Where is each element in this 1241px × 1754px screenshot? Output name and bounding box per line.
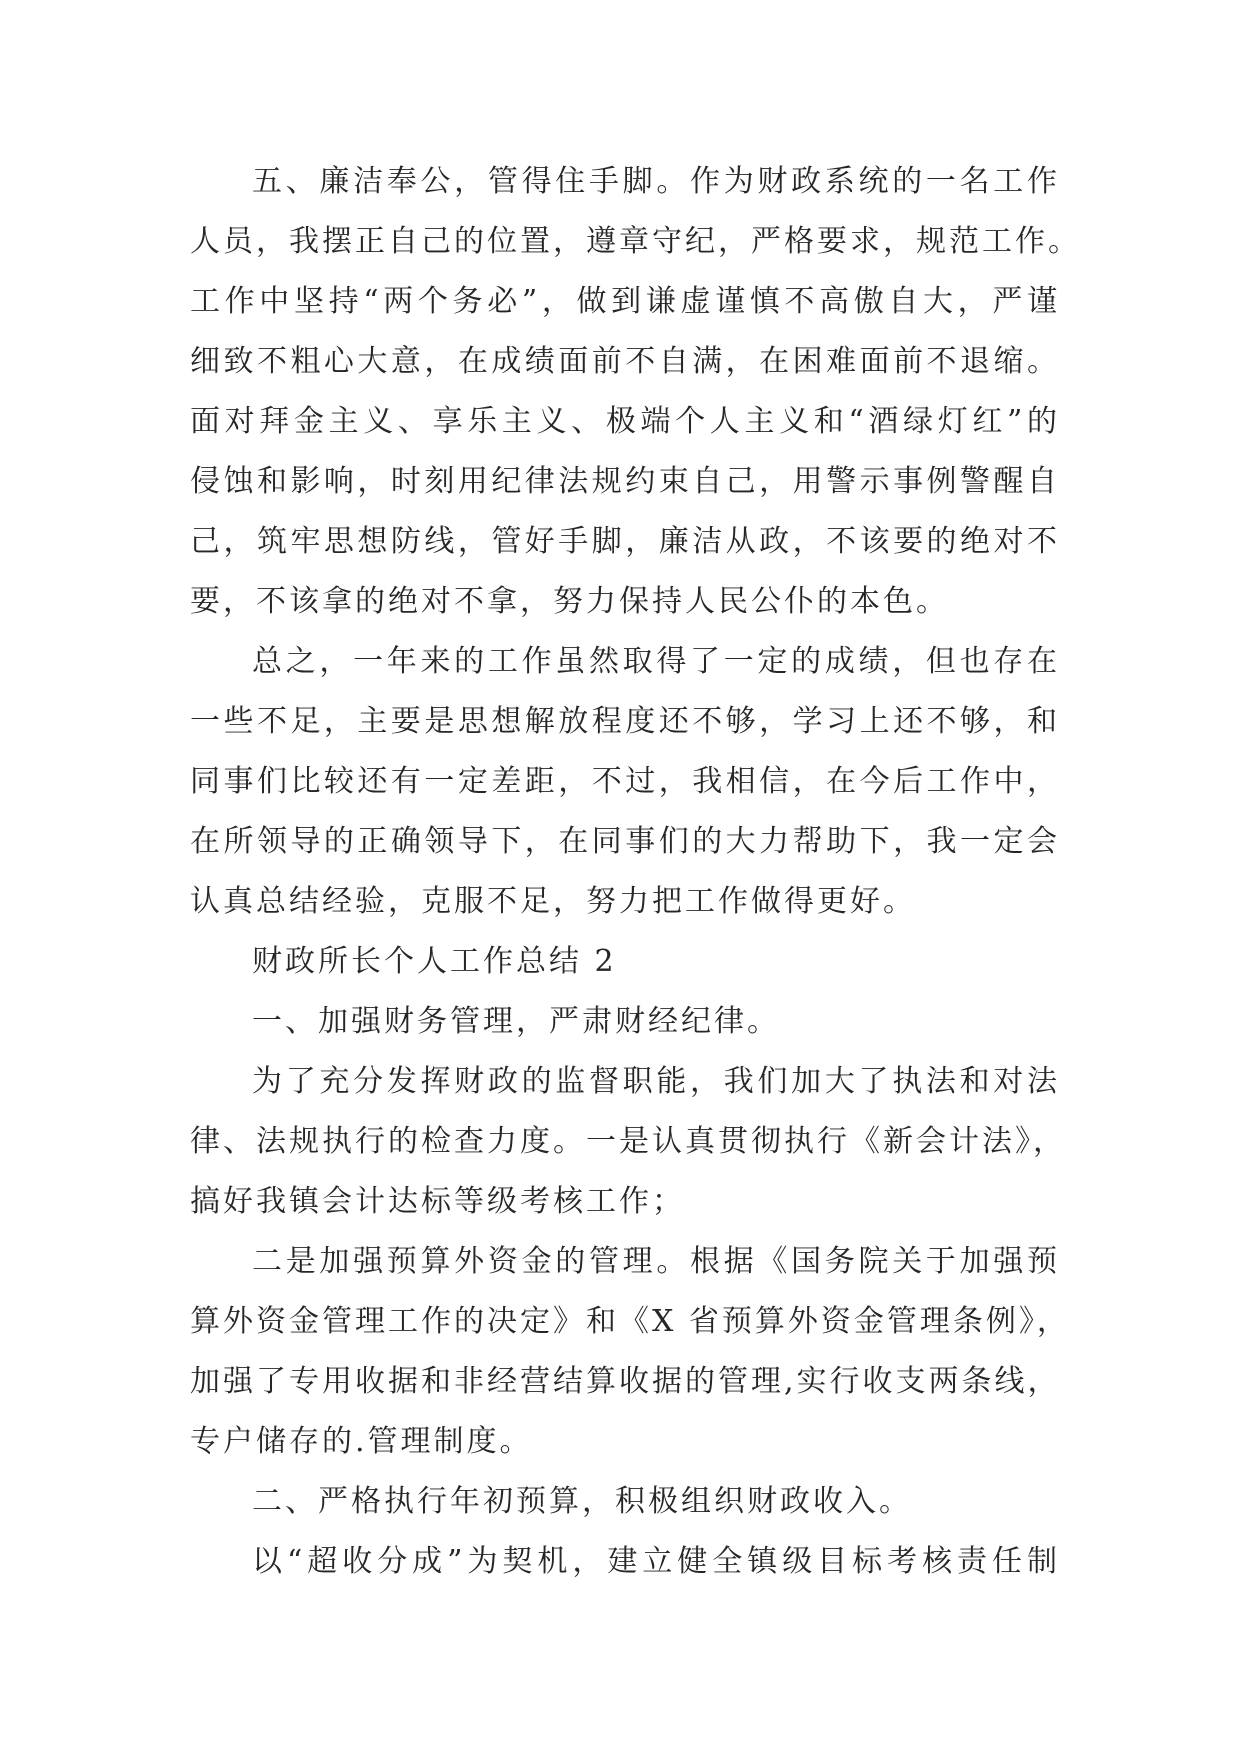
paragraph-line: 同事们比较还有一定差距，不过，我相信，在今后工作中， — [190, 764, 1060, 799]
paragraph-line: 专户储存的.管理制度。 — [190, 1424, 533, 1459]
paragraph-line: 五、廉洁奉公，管得住手脚。作为财政系统的一名工作 — [252, 164, 1060, 199]
document-body — [190, 152, 1081, 1592]
section-heading: 二、严格执行年初预算，积极组织财政收入。 — [252, 1484, 912, 1519]
paragraph-line: 己，筑牢思想防线，管好手脚，廉洁从政，不该要的绝对不 — [190, 524, 1060, 559]
paragraph-line: 加强了专用收据和非经营结算收据的管理,实行收支两条线， — [190, 1364, 1061, 1399]
paragraph-line: 人员，我摆正自己的位置，遵章守纪，严格要求，规范工作。 — [190, 224, 1081, 259]
paragraph-line: 搞好我镇会计达标等级考核工作； — [190, 1184, 685, 1219]
paragraph-line: 细致不粗心大意，在成绩面前不自满，在困难面前不退缩。 — [190, 344, 1060, 379]
paragraph-line: 以“超收分成”为契机，建立健全镇级目标考核责任制 — [252, 1544, 1060, 1579]
paragraph-line: 律、法规执行的检查力度。一是认真贯彻执行《新会计法》， — [190, 1124, 1066, 1159]
paragraph-line: 工作中坚持“两个务必”，做到谦虚谨慎不高傲自大，严谨 — [190, 284, 1060, 319]
paragraph-line: 总之，一年来的工作虽然取得了一定的成绩，但也存在 — [252, 644, 1060, 679]
paragraph-line: 要，不该拿的绝对不拿，努力保持人民公仆的本色。 — [190, 584, 949, 619]
paragraph-line: 侵蚀和影响，时刻用纪律法规约束自己，用警示事例警醒自 — [190, 464, 1060, 499]
paragraph-line: 在所领导的正确领导下，在同事们的大力帮助下，我一定会 — [190, 824, 1060, 859]
paragraph-line: 认真总结经验，克服不足，努力把工作做得更好。 — [190, 884, 916, 919]
paragraph-line: 为了充分发挥财政的监督职能，我们加大了执法和对法 — [252, 1064, 1060, 1099]
paragraph-line: 算外资金管理工作的决定》和《X 省预算外资金管理条例》， — [190, 1304, 1070, 1339]
section-title: 财政所长个人工作总结 2 — [252, 944, 617, 979]
section-heading: 一、加强财务管理，严肃财经纪律。 — [252, 1004, 780, 1039]
paragraph-line: 二是加强预算外资金的管理。根据《国务院关于加强预 — [252, 1244, 1060, 1279]
paragraph-line: 一些不足，主要是思想解放程度还不够，学习上还不够，和 — [190, 704, 1060, 739]
paragraph-line: 面对拜金主义、享乐主义、极端个人主义和“酒绿灯红”的 — [190, 404, 1060, 439]
